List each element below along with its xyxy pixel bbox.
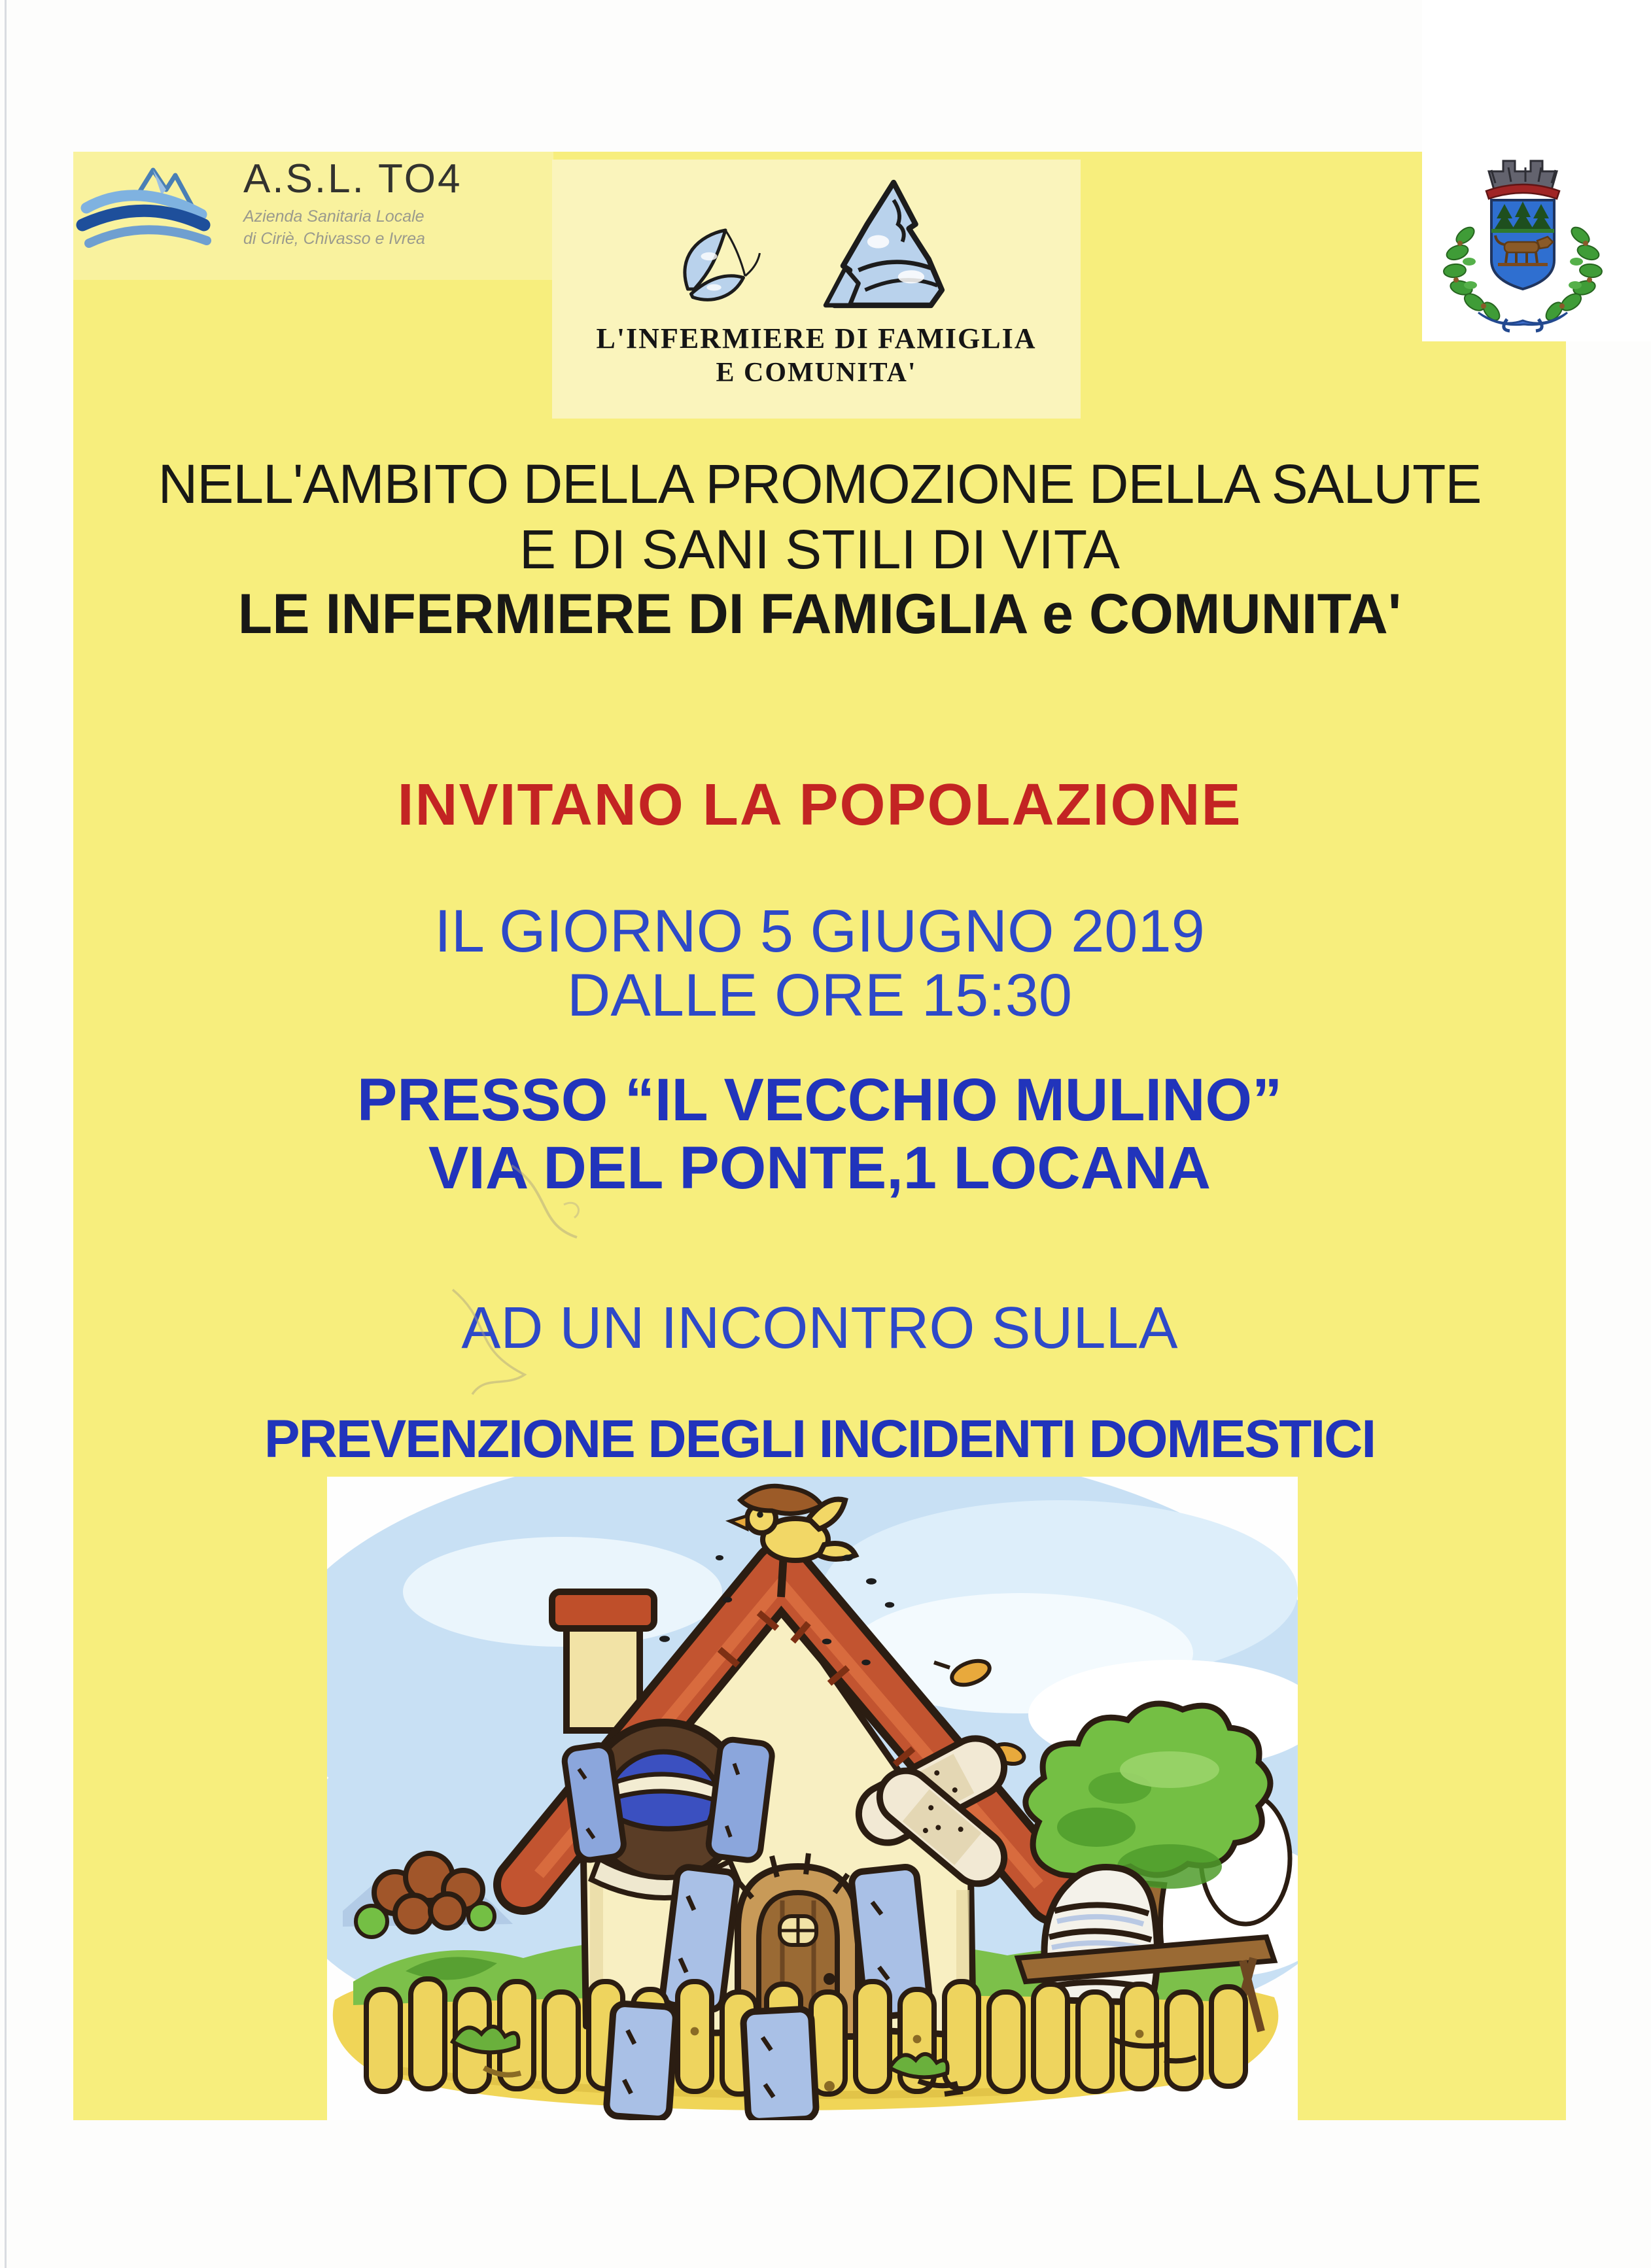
intro-line-1: NELL'AMBITO DELLA PROMOZIONE DELLA SALUTE [158, 453, 1482, 515]
date-line-2: DALLE ORE 15:30 [566, 962, 1073, 1029]
topic-line: PREVENZIONE DEGLI INCIDENTI DOMESTICI [264, 1409, 1376, 1469]
asl-waves-mountain-icon [73, 152, 243, 280]
infermiere-famiglia-logo-panel [552, 160, 1081, 419]
logo-icons-row [667, 166, 966, 322]
flyer-sheet [73, 152, 1566, 2120]
asl-title: A.S.L. TO4 [243, 156, 462, 201]
house-illustration [327, 1477, 1298, 2120]
logo-caption-line-1: L'INFERMIERE DI FAMIGLIA [596, 322, 1037, 354]
pencil-scribble-artifact [355, 1126, 721, 1411]
mountain-icon [801, 176, 966, 322]
scanner-edge-artifact [5, 0, 7, 2268]
asl-subtitle-2: di Ciriè, Chivasso e Ivrea [243, 230, 425, 248]
butterfly-icon [667, 220, 765, 322]
invite-line: INVITANO LA POPOLAZIONE [397, 772, 1242, 838]
asl-subtitle-1: Azienda Sanitaria Locale [243, 207, 425, 226]
date-line-1: IL GIORNO 5 GIUGNO 2019 [434, 898, 1205, 965]
logo-caption-line-2: E COMUNITA' [716, 358, 917, 388]
crest-corner [1422, 0, 1651, 341]
intro-line-3: LE INFERMIERE DI FAMIGLIA e COMUNITA' [237, 583, 1402, 645]
asl-text-block [243, 152, 462, 249]
meeting-line: AD UN INCONTRO SULLA [461, 1296, 1178, 1361]
intro-line-2: E DI SANI STILI DI VITA [519, 519, 1120, 580]
asl-to4-logo [73, 152, 553, 280]
venue-line-2: VIA DEL PONTE,1 LOCANA [428, 1135, 1211, 1201]
venue-line-1: PRESSO “IL VECCHIO MULINO” [356, 1067, 1283, 1133]
